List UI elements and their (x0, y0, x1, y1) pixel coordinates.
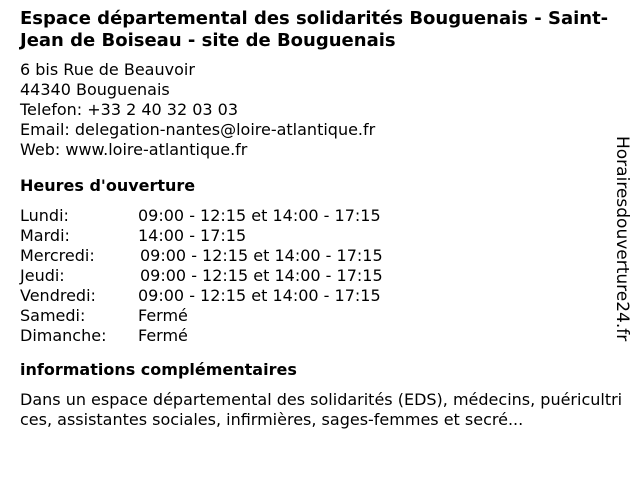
time-value: 09:00 - 12:15 et 14:00 - 17:15 (138, 286, 381, 305)
time-value: 14:00 - 17:15 (138, 226, 247, 245)
page-title: Espace départemental des solidarités Bouguenais - Saint-Jean de Boiseau - site de Bouguenais (20, 8, 609, 51)
hours-row-saturday (20, 306, 620, 326)
opening-hours-heading: Heures d'ouverture (20, 176, 196, 195)
time-value: Fermé (138, 306, 188, 325)
street-address: 6 bis Rue de Beauvoir (20, 60, 195, 79)
day-label: Lundi: (20, 206, 69, 225)
day-label: Jeudi: (20, 266, 65, 285)
hours-row-friday (20, 286, 620, 306)
day-label: Mercredi: (20, 246, 95, 265)
day-label: Mardi: (20, 226, 70, 245)
hours-row-monday (20, 206, 620, 226)
city-address: 44340 Bouguenais (20, 80, 170, 99)
additional-info-text: Dans un espace départemental des solidarités (EDS), médecins, puéricultrices, assistantes sociales, infirmières, sages-femmes et secré... (20, 390, 623, 429)
address-block (20, 60, 620, 160)
time-value: 09:00 - 12:15 et 14:00 - 17:15 (140, 246, 383, 265)
day-label: Dimanche: (20, 326, 107, 345)
email-address: Email: delegation-nantes@loire-atlantique.fr (20, 120, 376, 139)
day-label: Samedi: (20, 306, 86, 325)
hours-row-thursday (20, 266, 620, 286)
website-address: Web: www.loire-atlantique.fr (20, 140, 248, 159)
hours-row-sunday (20, 326, 620, 346)
opening-hours-table (20, 206, 620, 346)
time-value: 09:00 - 12:15 et 14:00 - 17:15 (138, 206, 381, 225)
time-value: 09:00 - 12:15 et 14:00 - 17:15 (140, 266, 383, 285)
watermark-text: Horairesdouverture24.fr (612, 136, 632, 342)
phone-number: Telefon: +33 2 40 32 03 03 (20, 100, 239, 119)
hours-row-wednesday (20, 246, 620, 266)
time-value: Fermé (138, 326, 188, 345)
day-label: Vendredi: (20, 286, 96, 305)
additional-info-heading: informations complémentaires (20, 360, 297, 379)
hours-row-tuesday (20, 226, 620, 246)
site-watermark (610, 136, 634, 344)
